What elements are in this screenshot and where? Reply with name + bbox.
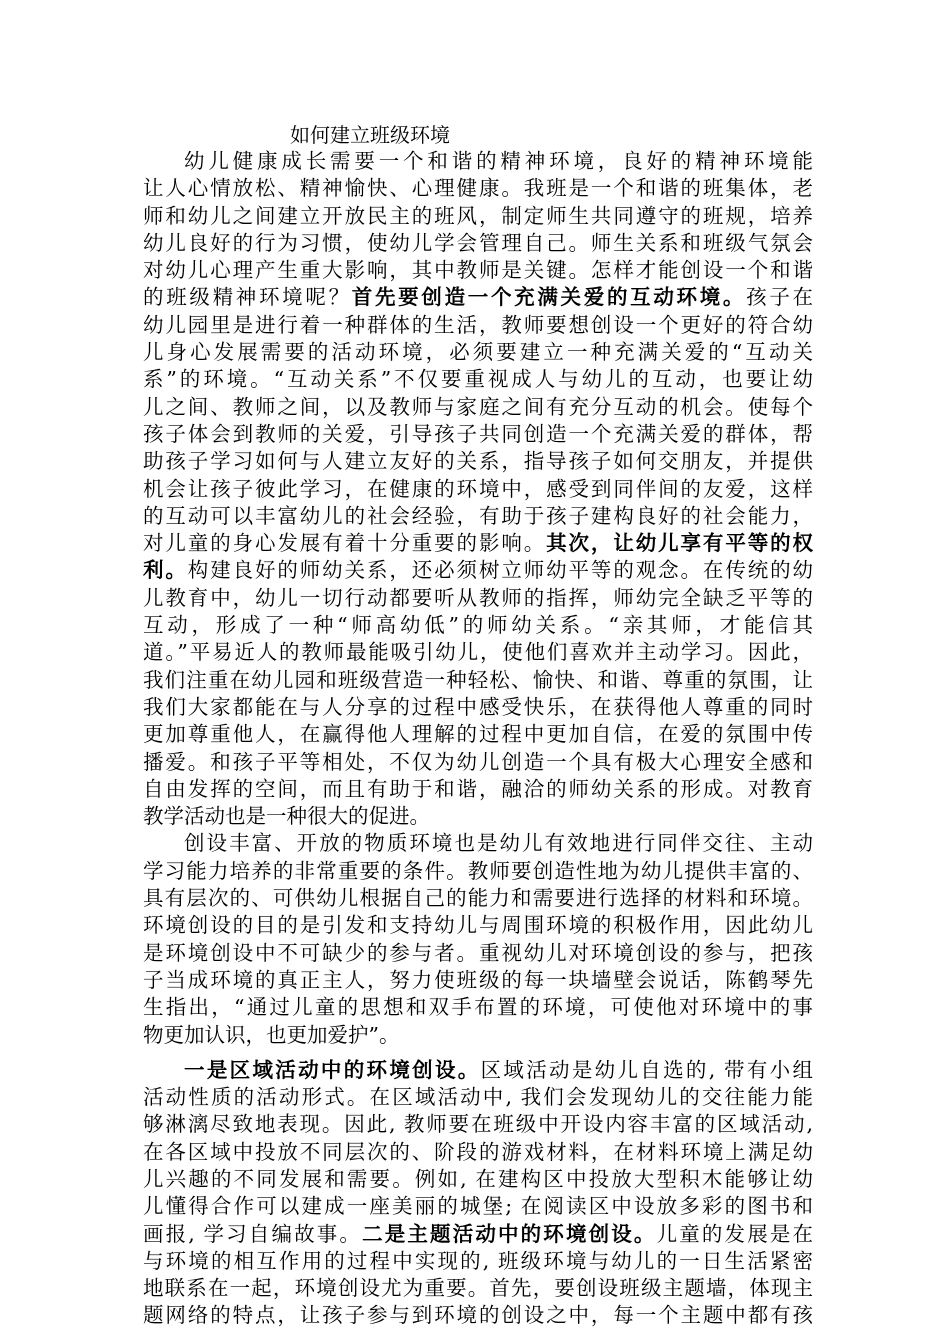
text-line: 儿身心发展需要的活动环境，必须要建立一种充满关爱的“互动关	[143, 340, 813, 365]
bold-heading-second-end: 利。	[143, 558, 188, 583]
text-line: 系”的环境。“互动关系”不仅要重视成人与幼儿的互动，也要让幼	[143, 367, 813, 392]
text-line: 助孩子学习如何与人建立友好的关系，指导孩子如何交朋友，并提供	[143, 449, 813, 474]
text-line: 够淋漓尽致地表现。因此, 教师要在班级中开设内容丰富的区域活动,	[143, 1112, 813, 1137]
text-line: 物更加认识，也更加爱护”。	[143, 1022, 400, 1047]
text-line: 更加尊重他人，在赢得他人理解的过程中更加自信，在爱的氛围中传	[143, 722, 813, 747]
document-title: 如何建立班级环境	[290, 123, 450, 147]
text-line: 创设丰富、开放的物质环境也是幼儿有效地进行同伴交往、主动	[184, 831, 813, 856]
paragraph-spiritual-environment	[143, 148, 813, 830]
text-line: 学习能力培养的非常重要的条件。教师要创造性地为幼儿提供丰富的、	[143, 858, 813, 883]
text-line: 孩子体会到教师的关爱，引导孩子共同创造一个充满关爱的群体，帮	[143, 421, 813, 446]
text-line: 儿教育中，幼儿一切行动都要听从教师的指挥，师幼完全缺乏平等的	[143, 585, 813, 610]
paragraph-gap	[143, 1049, 813, 1057]
text-run: 儿童的发展是在	[656, 1221, 813, 1246]
document-body	[143, 148, 813, 1330]
text-line: 环境创设的目的是引发和支持幼儿与周围环境的积极作用，因此幼儿	[143, 913, 813, 938]
text-line: 幼儿良好的行为习惯，使幼儿学会管理自己。师生关系和班级气氛会	[143, 230, 813, 255]
text-line: 让人心情放松、精神愉快、心理健康。我班是一个和谐的班集体，老	[143, 176, 813, 201]
text-line: 互动，形成了一种“师高幼低”的师幼关系。“亲其师，才能信其	[143, 613, 813, 638]
text-line: 道。”平易近人的教师最能吸引幼儿，使他们喜欢并主动学习。因此，	[143, 640, 813, 665]
text-run: 对儿童的身心发展有着十分重要的影响。	[143, 531, 547, 556]
text-line: 我们大家都能在与人分享的过程中感受快乐，在获得他人尊重的同时	[143, 694, 813, 719]
bold-heading-theme: 二是主题活动中的环境创设。	[362, 1221, 657, 1246]
text-line: 我们注重在幼儿园和班级营造一种轻松、愉快、和谐、尊重的氛围，让	[143, 667, 813, 692]
text-line: 活动性质的活动形式。在区域活动中, 我们会发现幼儿的交往能力能	[143, 1085, 813, 1110]
text-line	[143, 1221, 813, 1248]
text-line: 播爱。和孩子平等相处，不仅为幼儿创造一个具有极大心理安全感和	[143, 749, 813, 774]
text-line: 幼儿园里是进行着一种群体的生活，教师要想创设一个更好的符合幼	[143, 312, 813, 337]
paragraph-material-environment	[143, 830, 813, 1048]
text-run: 画报, 学习自编故事。	[143, 1221, 363, 1246]
text-line: 儿之间、教师之间，以及教师与家庭之间有充分互动的机会。使每个	[143, 394, 813, 419]
text-line: 是环境创设中不可缺少的参与者。重视幼儿对环境创设的参与，把孩	[143, 940, 813, 965]
text-line	[143, 557, 813, 584]
text-line: 生指出，“通过儿童的思想和双手布置的环境，可使他对环境中的事	[143, 995, 813, 1020]
text-run: 构建良好的师幼关系，还必须树立师幼平等的观念。在传统的幼	[187, 558, 814, 583]
text-line: 子当成环境的真正主人，努力使班级的每一块墙壁会说话，陈鹤琴先	[143, 967, 813, 992]
text-line: 的互动可以丰富幼儿的社会经验，有助于孩子建构良好的社会能力，	[143, 503, 813, 528]
bold-heading-area: 一是区域活动中的环境创设。	[184, 1057, 481, 1082]
bold-heading-second: 其次，让幼儿享有平等的权	[546, 531, 814, 556]
text-run: 区域活动是幼儿自选的, 带有小组	[480, 1057, 813, 1082]
text-line: 具有层次的、可供幼儿根据自己的能力和需要进行选择的材料和环境。	[143, 886, 813, 911]
text-line: 地联系在一起，环境创设尤为重要。首先，要创设班级主题墙，体现主	[143, 1276, 813, 1301]
text-line: 教学活动也是一种很大的促进。	[143, 804, 430, 829]
paragraph-activity-environment	[143, 1057, 813, 1330]
text-line: 与环境的相互作用的过程中实现的, 班级环境与幼儿的一日生活紧密	[143, 1248, 813, 1273]
text-line: 儿懂得合作可以建成一座美丽的城堡; 在阅读区中设放多彩的图书和	[143, 1194, 813, 1219]
text-line: 对幼儿心理产生重大影响，其中教师是关键。怎样才能创设一个和谐	[143, 258, 813, 283]
text-line: 师和幼儿之间建立开放民主的班风，制定师生共同遵守的班规，培养	[143, 203, 813, 228]
bold-heading-first: 首先要创造一个充满关爱的互动环境。	[351, 285, 747, 310]
text-line: 幼儿健康成长需要一个和谐的精神环境，良好的精神环境能	[184, 149, 813, 173]
text-run: 孩子在	[746, 285, 814, 310]
text-line: 题网络的特点，让孩子参与到环境的创设之中，每一个主题中都有孩	[143, 1303, 813, 1328]
text-line: 在各区域中投放不同层次的、阶段的游戏材料，在材料环境上满足幼	[143, 1139, 813, 1164]
text-line	[143, 284, 813, 311]
text-line	[143, 1057, 813, 1084]
text-line	[143, 530, 813, 557]
text-line: 自由发挥的空间，而且有助于和谐，融洽的师幼关系的形成。对教育	[143, 776, 813, 801]
text-line: 儿兴趣的不同发展和需要。例如, 在建构区中投放大型积木能够让幼	[143, 1166, 813, 1191]
text-line: 机会让孩子彼此学习，在健康的环境中，感受到同伴间的友爱，这样	[143, 476, 813, 501]
text-run: 的班级精神环境呢？	[143, 285, 352, 310]
